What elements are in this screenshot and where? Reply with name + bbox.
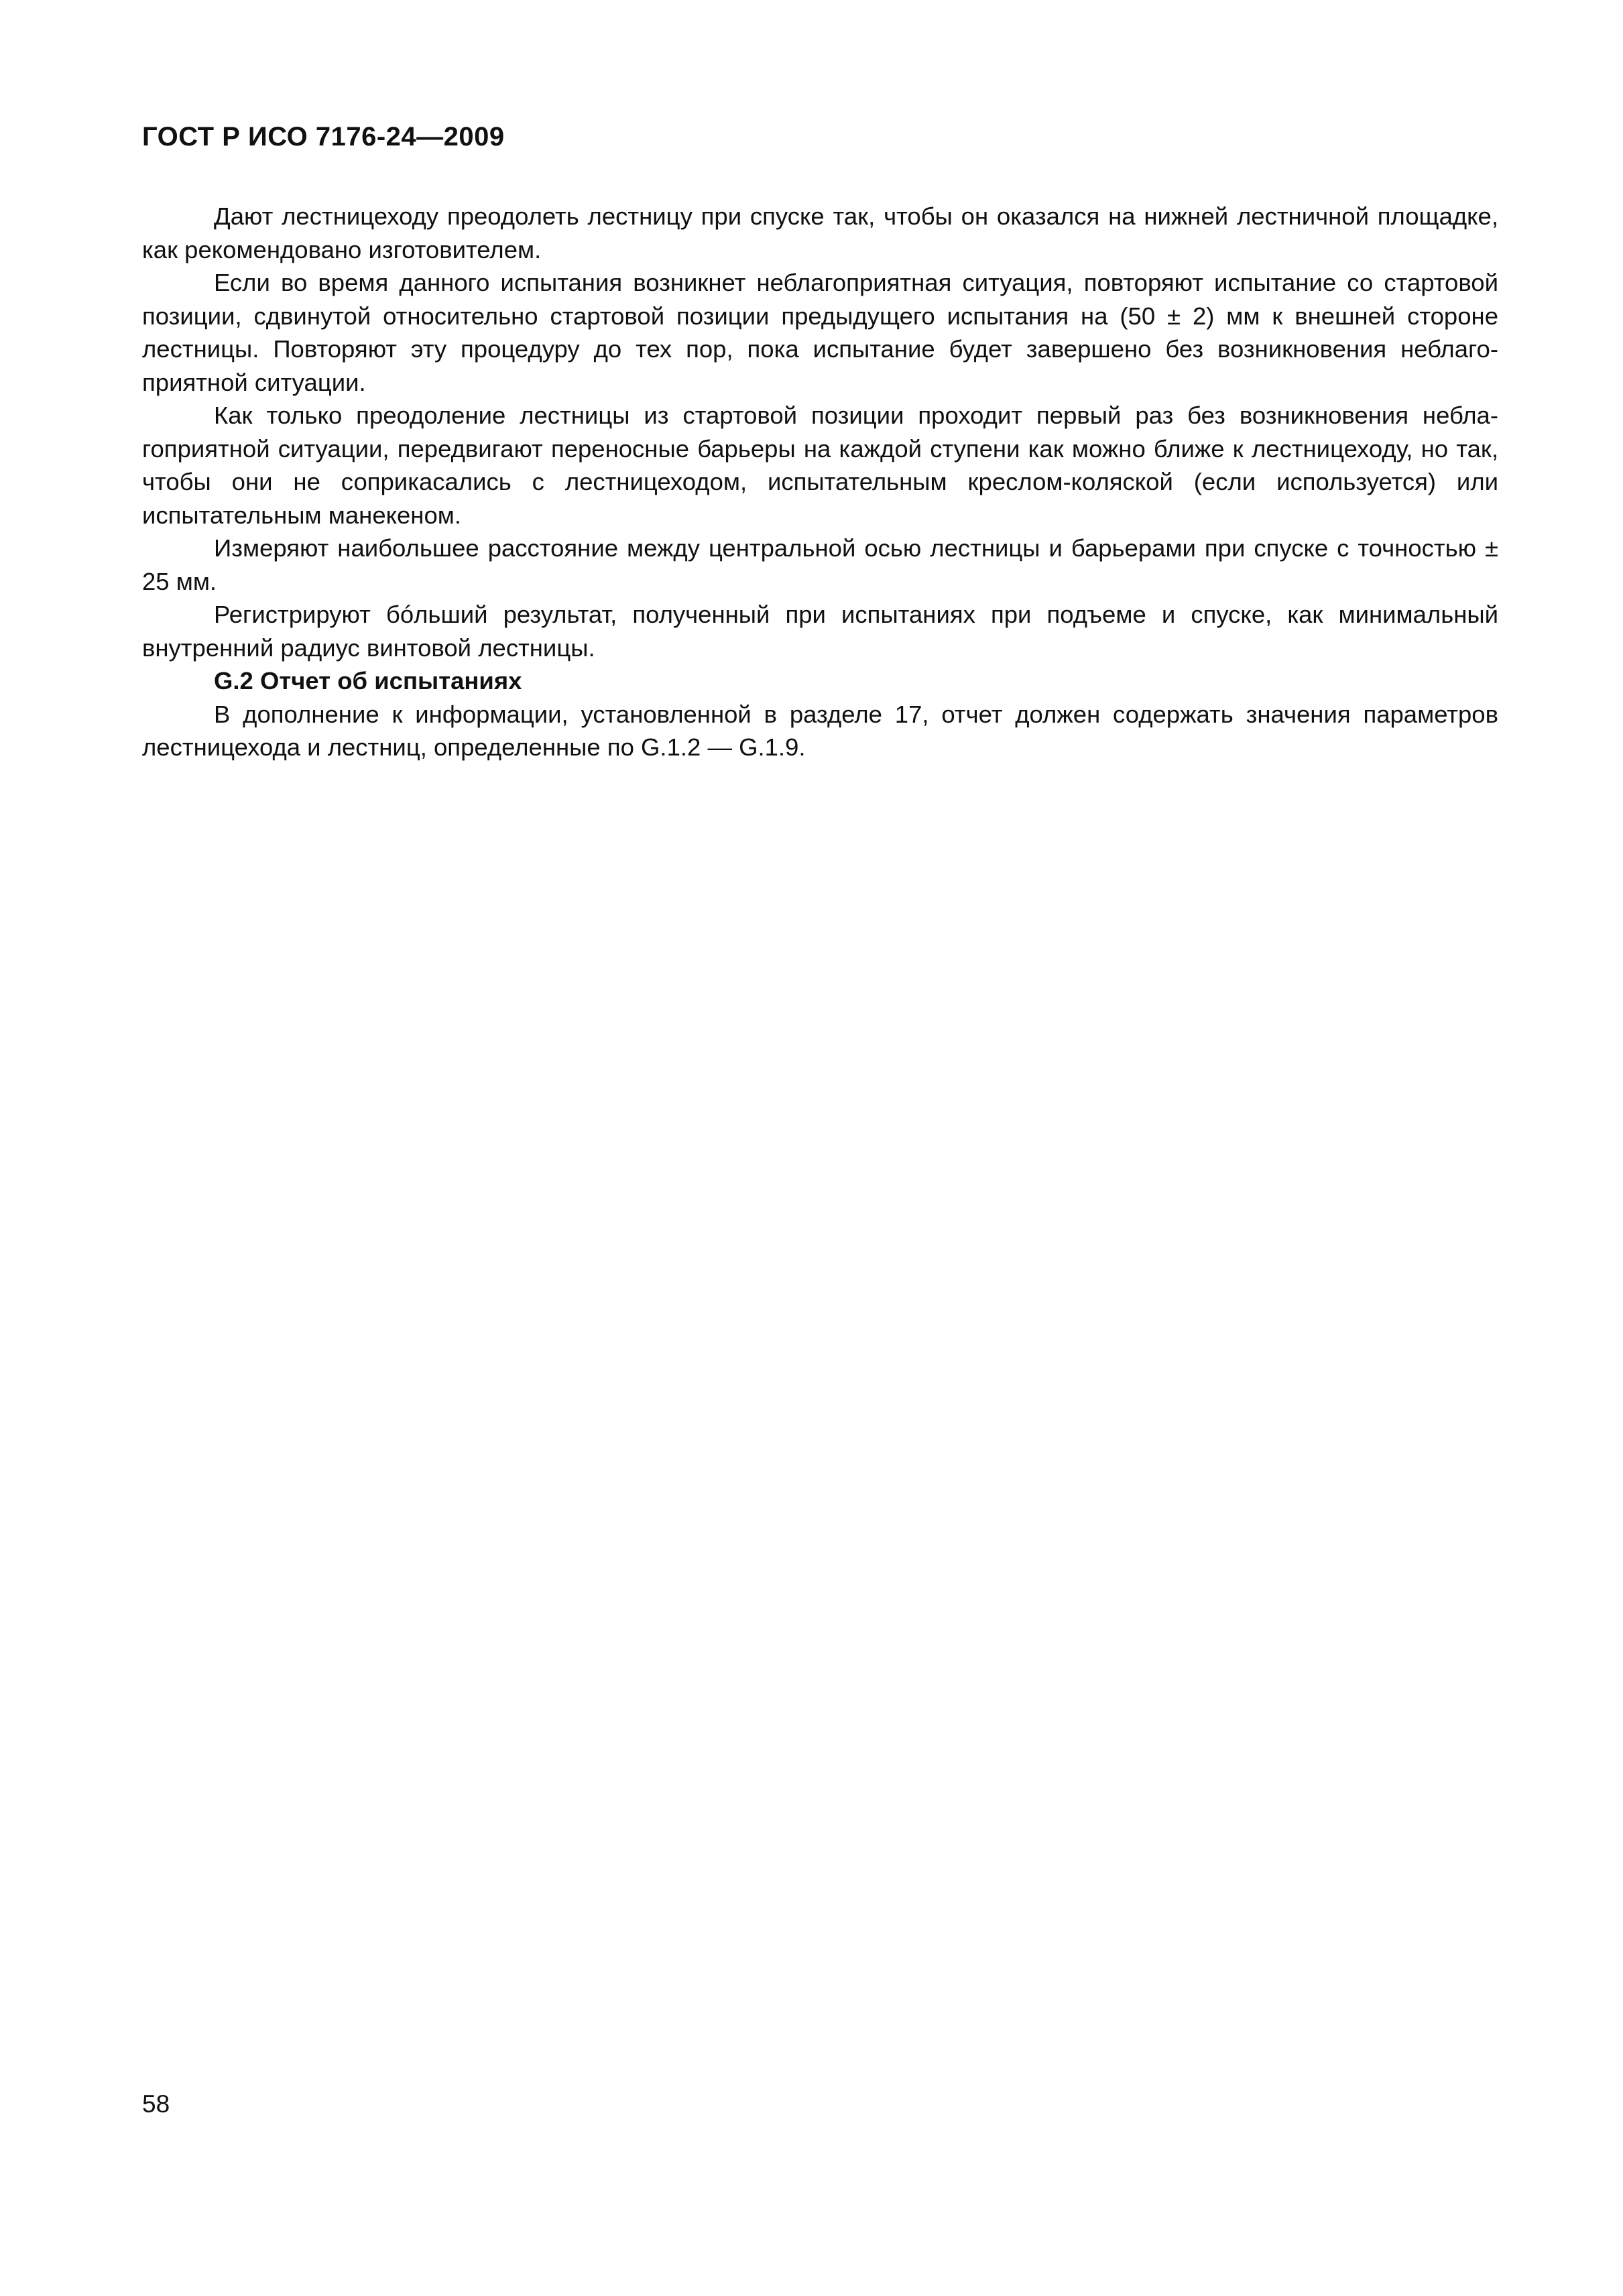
document-header-code: ГОСТ Р ИСО 7176-24—2009 [142, 122, 505, 152]
section-heading-test-report: G.2 Отчет об испытаниях [214, 667, 522, 694]
paragraph-descent-landing: Дают лестницеходу преодолеть лестницу при спуске так, чтобы он оказался на нижней лестничной площадке, как рекомендовано изготовителем. [142, 202, 1498, 263]
paragraph-adverse-situation-repeat: Если во время данного испытания возникнет неблагоприятная ситуация, повторяют испытание со стартовой позиции, сдвинутой относительно стартовой позиции предыдущего испытания на (50 ± 2) мм к внешней стороне лестницы. Повторяют эту процедуру до тех пор, пока испытание будет завершено без возникновения неблагоприятной ситуации. [142, 269, 1498, 396]
paragraph-measure-distance: Измеряют наибольшее расстояние между центральной осью лестницы и барьерами при спуске с точностью ± 25 мм. [142, 534, 1498, 595]
paragraph-register-result: Регистрируют бóльший результат, полученный при испытаниях при подъеме и спуске, как минимальный внутренний радиус винтовой лестницы. [142, 601, 1498, 662]
paragraph-report-contents: В дополнение к информации, установленной в разделе 17, отчет должен содержать значения параметров лестницехода и лестниц, определенные по G.1.2 — G.1.9. [142, 700, 1498, 761]
document-body [142, 200, 1498, 764]
page-number: 58 [142, 2090, 170, 2118]
paragraph-move-barriers: Как только преодоление лестницы из стартовой позиции проходит первый раз без возникновения неблагоприятной ситуации, передвигают переносные барьеры на каждой ступени как можно ближе к лестницеходу, но так, чтобы они не соприкасались с лестницеходом, испытательным креслом-коляской (если используется) или испытательным манекеном. [142, 402, 1498, 529]
